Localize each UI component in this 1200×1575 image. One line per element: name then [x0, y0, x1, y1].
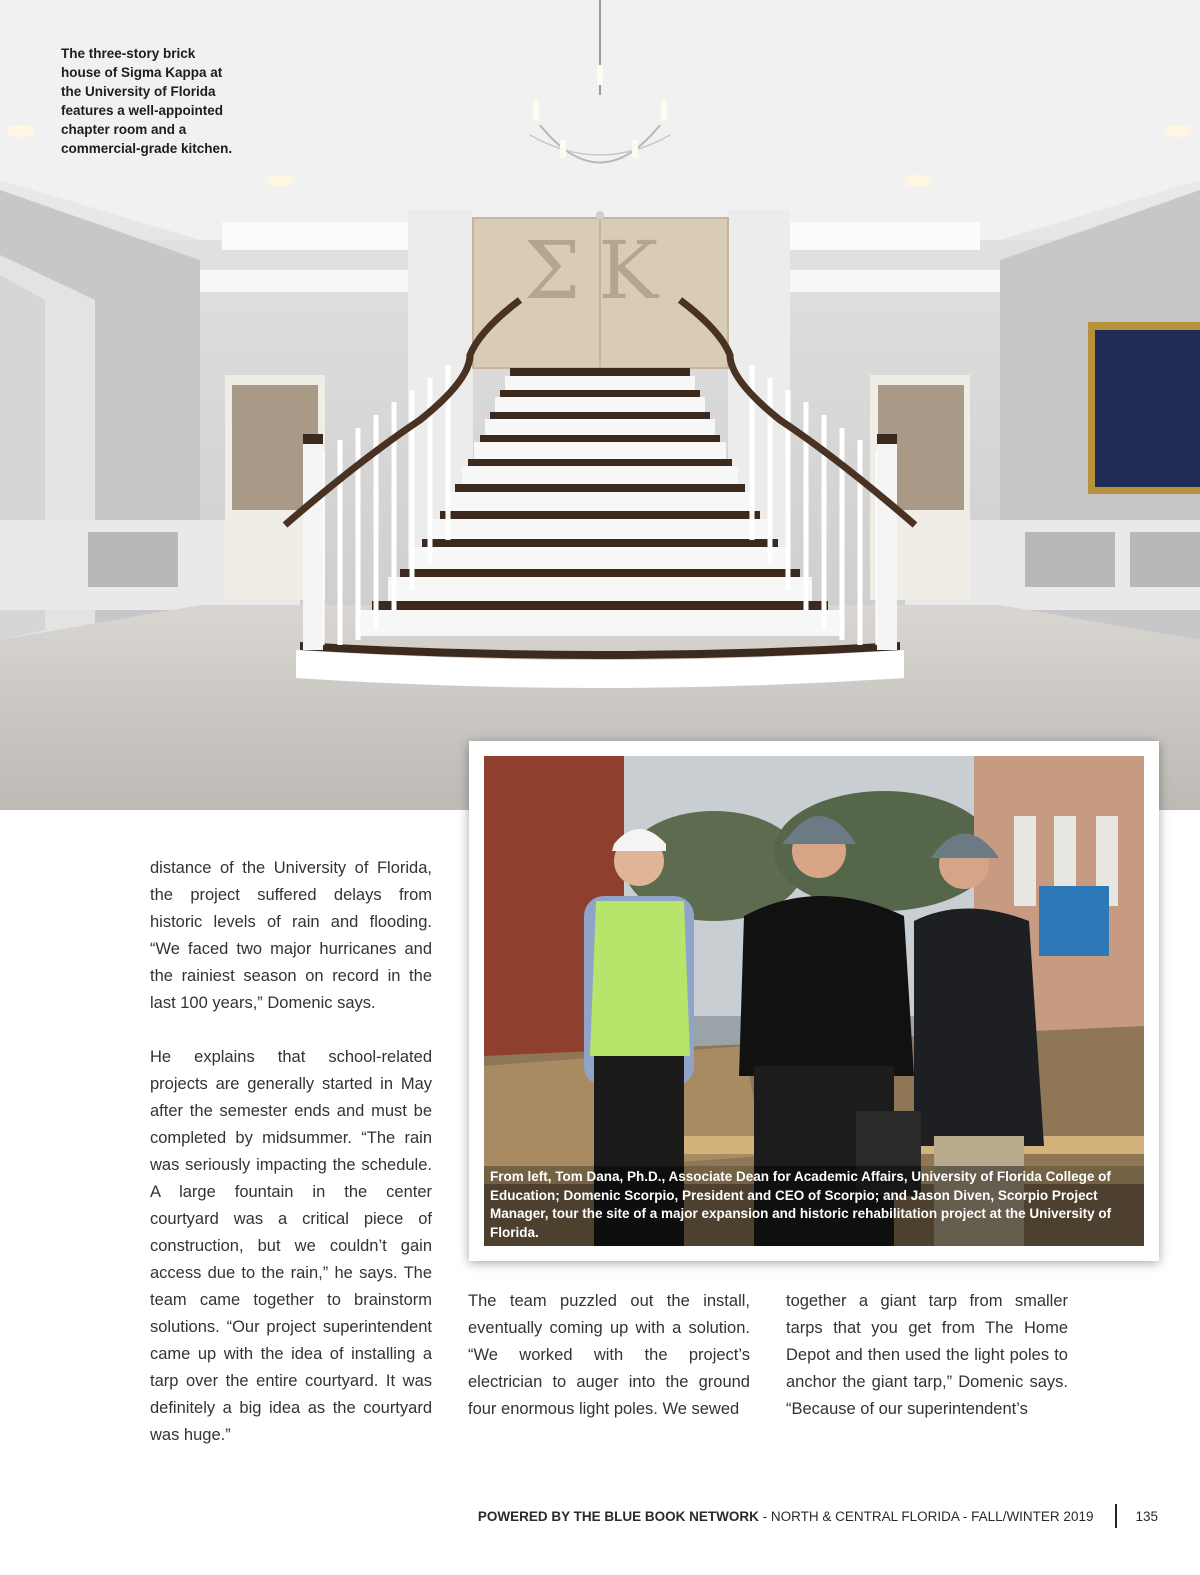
column-1-paragraph-1: distance of the University of Florida, the project suffered delays from historic levels of rain and flooding. “We faced two major hurricanes and the rainiest season on record in the last 100 years,” Domenic says. [150, 859, 432, 1012]
page-number: 135 [1135, 1508, 1158, 1524]
footer-edition: - NORTH & CENTRAL FLORIDA - FALL/WINTER 2019 [758, 1508, 1094, 1524]
article-column-1 [150, 855, 432, 1449]
hero-photo-caption: The three-story brick house of Sigma Kappa at the University of Florida features a well-appointed chapter room and a commercial-grade kitchen. [61, 46, 233, 156]
footer-brand: POWERED BY THE BLUE BOOK NETWORK [477, 1508, 759, 1524]
article-column-2 [468, 1288, 750, 1423]
page-footer [478, 1504, 1158, 1528]
column-2-paragraph: The team puzzled out the install, eventually coming up with a solution. “We worked with the project’s electrician to auger into the ground four enormous light poles. We sewed [468, 1292, 750, 1418]
article-column-3 [786, 1288, 1068, 1423]
sigma-kappa-letters: ΣΚ [523, 224, 677, 317]
footer-divider [1115, 1504, 1117, 1528]
column-1-paragraph-2: He explains that school-related projects are generally started in May after the semester ends and must be completed by midsummer. “The rain was seriously impacting the schedule. A large fountain in the center courtyard was a critical piece of construction, but we couldn’t gain access due to the rain,” he says. The team came together to brainstorm solutions. “Our project superintendent came up with the idea of installing a tarp over the entire courtyard. It was definitely a big idea as the courtyard was huge.” [150, 1048, 432, 1444]
column-3-paragraph: together a giant tarp from smaller tarps that you get from The Home Depot and then used the light poles to anchor the giant tarp,” Domenic says. “Because of our superintendent’s [786, 1292, 1068, 1418]
inset-photo [484, 756, 1144, 1246]
inset-photo-caption: From left, Tom Dana, Ph.D., Associate Dean for Academic Affairs, University of Florida College of Education; Domenic Scorpio, President and CEO of Scorpio; and Jason Diven, Scorpio Project Manager, tour the site of a major expansion and historic rehabilitation project at the University of Florida. [484, 1166, 1144, 1246]
inset-photo-frame [469, 741, 1159, 1261]
